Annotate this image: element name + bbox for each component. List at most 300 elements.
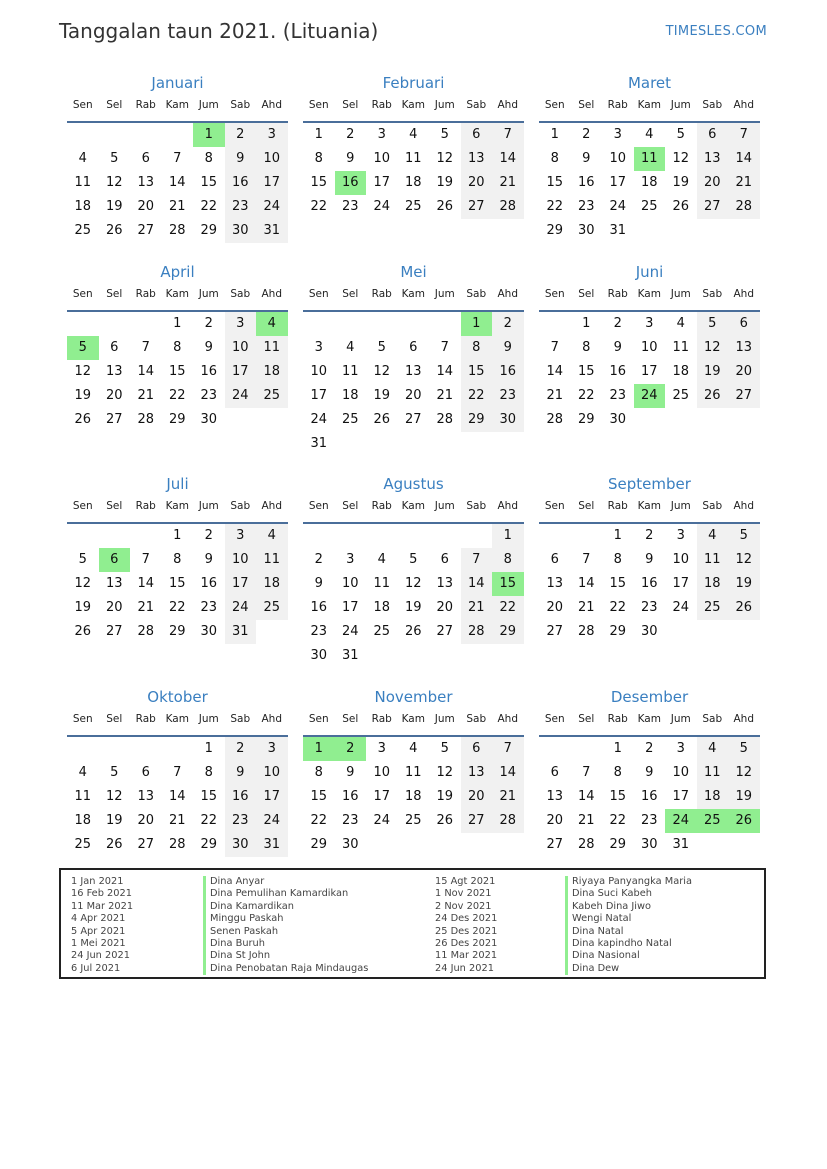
day-cell: 15	[609, 789, 627, 804]
day-cell: 18	[256, 360, 288, 384]
empty-cell	[461, 644, 493, 668]
day-cell: 12	[74, 576, 92, 591]
day-cell: 8	[314, 151, 323, 166]
weekday-label: Sen	[308, 500, 329, 512]
day-cell: 30	[341, 837, 359, 852]
day-cell: 13	[728, 336, 760, 360]
weekday-header	[303, 287, 524, 312]
day-cell: 6	[141, 151, 150, 166]
day-cell: 29	[546, 223, 564, 238]
day-cell: 15	[200, 789, 218, 804]
day-cell: 20	[137, 199, 155, 214]
day-cell: 11	[404, 765, 422, 780]
weekday-label: Sel	[578, 288, 595, 300]
empty-cell	[728, 833, 760, 857]
holiday-name: Riyaya Panyangka Maria	[565, 876, 692, 888]
day-grid	[539, 123, 760, 243]
day-cell: 23	[577, 199, 595, 214]
day-cell: 19	[672, 175, 690, 190]
day-cell: 21	[436, 388, 454, 403]
day-cell: 19	[74, 388, 92, 403]
empty-cell	[99, 312, 131, 336]
day-cell: 4	[697, 524, 729, 548]
day-cell: 31	[256, 219, 288, 243]
day-cell: 7	[141, 552, 150, 567]
day-cell: 17	[225, 360, 257, 384]
weekday-label: Rab	[135, 500, 156, 512]
day-cell: 2	[225, 737, 257, 761]
day-cell: 24	[256, 195, 288, 219]
day-cell: 21	[137, 388, 155, 403]
empty-cell	[571, 737, 603, 761]
weekday-label: Rab	[135, 713, 156, 725]
day-cell: 25	[404, 199, 422, 214]
day-cell: 2	[346, 127, 355, 142]
day-cell: 22	[492, 596, 524, 620]
day-cell: 22	[200, 199, 218, 214]
weekday-label: Ahd	[733, 99, 754, 111]
day-cell: 9	[225, 147, 257, 171]
empty-cell	[571, 524, 603, 548]
day-cell: 3	[314, 340, 323, 355]
day-cell: 14	[577, 789, 595, 804]
day-cell: 4	[78, 765, 87, 780]
weekday-label: Jum	[670, 288, 691, 300]
weekday-label: Sen	[308, 713, 329, 725]
day-cell: 30	[609, 412, 627, 427]
weekday-label: Sab	[702, 99, 723, 111]
day-cell: 26	[105, 223, 123, 238]
day-cell: 22	[200, 813, 218, 828]
day-cell: 5	[676, 127, 685, 142]
empty-cell	[492, 644, 524, 668]
day-cell: 12	[105, 175, 123, 190]
day-cell: 20	[404, 388, 422, 403]
day-grid	[539, 737, 760, 857]
empty-cell	[162, 737, 194, 761]
weekday-label: Sab	[466, 288, 487, 300]
day-cell: 12	[697, 336, 729, 360]
day-cell: 12	[728, 548, 760, 572]
day-cell: 7	[492, 123, 524, 147]
holiday-date: 11 Mar 2021	[435, 950, 498, 962]
empty-cell	[634, 408, 666, 432]
day-cell: 16	[335, 171, 367, 195]
day-cell: 9	[645, 552, 654, 567]
weekday-header	[67, 712, 288, 737]
holiday-name: Dina Suci Kabeh	[565, 888, 692, 900]
legend-dates-left	[71, 876, 133, 975]
day-cell: 15	[310, 789, 328, 804]
day-cell: 27	[404, 412, 422, 427]
day-cell: 6	[110, 340, 119, 355]
month-name: Mei	[400, 263, 427, 281]
empty-cell	[130, 123, 162, 147]
day-cell: 25	[74, 837, 92, 852]
weekday-label: Sel	[342, 713, 359, 725]
day-cell: 25	[341, 412, 359, 427]
weekday-header	[67, 287, 288, 312]
weekday-label: Sab	[466, 99, 487, 111]
empty-cell	[697, 833, 729, 857]
day-cell: 29	[168, 624, 186, 639]
empty-cell	[335, 312, 367, 336]
day-cell: 16	[200, 364, 218, 379]
weekday-label: Jum	[434, 500, 455, 512]
day-cell: 29	[609, 837, 627, 852]
month-maret	[539, 73, 760, 243]
day-cell: 23	[200, 388, 218, 403]
weekday-label: Ahd	[261, 713, 282, 725]
day-cell: 29	[492, 620, 524, 644]
weekday-label: Sen	[72, 99, 93, 111]
day-cell: 1	[173, 316, 182, 331]
day-cell: 5	[440, 741, 449, 756]
day-cell: 2	[613, 316, 622, 331]
day-cell: 9	[346, 151, 355, 166]
weekday-header	[539, 287, 760, 312]
day-cell: 19	[74, 600, 92, 615]
day-cell: 11	[697, 548, 729, 572]
day-cell: 9	[346, 765, 355, 780]
weekday-label: Ahd	[497, 500, 518, 512]
day-cell: 4	[346, 340, 355, 355]
day-cell: 20	[436, 600, 454, 615]
day-cell: 5	[78, 552, 87, 567]
month-oktober	[67, 687, 288, 857]
empty-cell	[398, 833, 430, 857]
day-cell: 13	[105, 576, 123, 591]
day-cell: 23	[310, 624, 328, 639]
day-cell: 24	[310, 412, 328, 427]
day-cell: 14	[168, 175, 186, 190]
day-cell: 27	[461, 195, 493, 219]
day-cell: 24	[634, 384, 666, 408]
weekday-label: Kam	[637, 288, 661, 300]
day-cell: 28	[728, 195, 760, 219]
weekday-label: Sab	[702, 500, 723, 512]
day-cell: 17	[672, 789, 690, 804]
day-cell: 18	[672, 364, 690, 379]
day-cell: 28	[461, 620, 493, 644]
day-cell: 25	[672, 388, 690, 403]
month-november	[303, 687, 524, 857]
day-cell: 22	[461, 384, 493, 408]
empty-cell	[461, 524, 493, 548]
empty-cell	[429, 524, 461, 548]
day-cell: 1	[314, 127, 323, 142]
day-cell: 16	[492, 360, 524, 384]
holiday-name: Dina Dew	[565, 963, 692, 975]
day-cell: 10	[609, 151, 627, 166]
day-cell: 25	[640, 199, 658, 214]
weekday-label: Rab	[371, 99, 392, 111]
day-cell: 21	[168, 199, 186, 214]
day-cell: 24	[672, 600, 690, 615]
day-cell: 28	[577, 624, 595, 639]
weekday-label: Sel	[342, 99, 359, 111]
day-cell: 19	[404, 600, 422, 615]
day-cell: 8	[492, 548, 524, 572]
day-cell: 12	[672, 151, 690, 166]
day-cell: 13	[137, 789, 155, 804]
weekday-label: Sen	[308, 99, 329, 111]
holiday-date: 25 Des 2021	[435, 925, 498, 937]
day-cell: 17	[310, 388, 328, 403]
weekday-label: Ahd	[733, 713, 754, 725]
day-cell: 23	[492, 384, 524, 408]
empty-cell	[303, 524, 335, 548]
day-cell: 27	[546, 624, 564, 639]
day-cell: 17	[256, 785, 288, 809]
weekday-label: Jum	[198, 713, 219, 725]
empty-cell	[99, 524, 131, 548]
day-cell: 3	[676, 528, 685, 543]
day-cell: 14	[492, 761, 524, 785]
day-cell: 20	[697, 171, 729, 195]
weekday-label: Jum	[198, 288, 219, 300]
empty-cell	[728, 620, 760, 644]
empty-cell	[67, 737, 99, 761]
day-cell: 17	[640, 364, 658, 379]
day-cell: 6	[550, 765, 559, 780]
day-cell: 19	[697, 360, 729, 384]
day-cell: 26	[672, 199, 690, 214]
legend-dates-right	[435, 876, 497, 975]
day-cell: 13	[436, 576, 454, 591]
day-cell: 14	[728, 147, 760, 171]
day-cell: 27	[728, 384, 760, 408]
day-cell: 11	[74, 789, 92, 804]
holiday-name: Senen Paskah	[203, 926, 368, 938]
day-cell: 9	[204, 340, 213, 355]
weekday-label: Kam	[637, 500, 661, 512]
day-cell: 17	[256, 171, 288, 195]
day-cell: 24	[373, 813, 391, 828]
day-cell: 26	[697, 384, 729, 408]
day-grid	[67, 737, 288, 857]
day-cell: 9	[492, 336, 524, 360]
weekday-label: Jum	[198, 500, 219, 512]
day-cell: 8	[204, 151, 213, 166]
month-juni	[539, 262, 760, 432]
day-cell: 13	[461, 761, 493, 785]
day-cell: 25	[697, 809, 729, 833]
empty-cell	[398, 312, 430, 336]
day-cell: 27	[546, 837, 564, 852]
day-cell: 21	[492, 785, 524, 809]
weekday-label: Rab	[371, 288, 392, 300]
empty-cell	[366, 644, 398, 668]
weekday-header	[303, 499, 524, 524]
day-cell: 29	[200, 837, 218, 852]
day-cell: 6	[99, 548, 131, 572]
day-cell: 16	[577, 175, 595, 190]
day-cell: 24	[341, 624, 359, 639]
empty-cell	[429, 432, 461, 456]
day-cell: 13	[461, 147, 493, 171]
day-cell: 10	[256, 761, 288, 785]
holiday-date: 1 Jan 2021	[71, 876, 124, 887]
day-cell: 1	[492, 524, 524, 548]
day-cell: 2	[492, 312, 524, 336]
holiday-date: 24 Jun 2021	[71, 950, 130, 962]
site-brand-link[interactable]: TIMESLES.COM	[665, 24, 767, 39]
weekday-label: Kam	[165, 288, 189, 300]
month-september	[539, 474, 760, 644]
day-cell: 4	[645, 127, 654, 142]
day-cell: 5	[67, 336, 99, 360]
day-cell: 29	[168, 412, 186, 427]
weekday-label: Sen	[308, 288, 329, 300]
empty-cell	[225, 408, 257, 432]
empty-cell	[99, 123, 131, 147]
day-cell: 2	[225, 123, 257, 147]
day-cell: 10	[310, 364, 328, 379]
holiday-date: 6 Jul 2021	[71, 962, 121, 974]
day-cell: 12	[436, 151, 454, 166]
day-cell: 19	[436, 789, 454, 804]
weekday-label: Ahd	[497, 713, 518, 725]
empty-cell	[67, 524, 99, 548]
weekday-label: Sel	[342, 500, 359, 512]
day-cell: 27	[697, 195, 729, 219]
day-cell: 18	[74, 813, 92, 828]
month-desember	[539, 687, 760, 857]
day-cell: 7	[440, 340, 449, 355]
day-cell: 12	[728, 761, 760, 785]
day-cell: 5	[440, 127, 449, 142]
weekday-label: Sen	[544, 99, 565, 111]
day-cell: 4	[697, 737, 729, 761]
weekday-label: Rab	[371, 713, 392, 725]
day-cell: 19	[728, 572, 760, 596]
day-grid	[539, 524, 760, 644]
holiday-name: Dina Nasional	[565, 950, 692, 962]
legend-names-left	[203, 876, 368, 975]
day-cell: 1	[550, 127, 559, 142]
day-cell: 20	[728, 360, 760, 384]
day-cell: 25	[373, 624, 391, 639]
day-cell: 26	[373, 412, 391, 427]
day-cell: 4	[409, 741, 418, 756]
day-cell: 6	[461, 123, 493, 147]
day-cell: 27	[461, 809, 493, 833]
empty-cell	[665, 408, 697, 432]
day-cell: 28	[168, 837, 186, 852]
day-cell: 12	[74, 364, 92, 379]
day-cell: 15	[609, 576, 627, 591]
day-cell: 29	[609, 624, 627, 639]
day-cell: 30	[225, 219, 257, 243]
day-cell: 6	[409, 340, 418, 355]
weekday-label: Sen	[72, 713, 93, 725]
day-cell: 5	[728, 737, 760, 761]
day-cell: 21	[577, 813, 595, 828]
weekday-label: Kam	[165, 500, 189, 512]
day-cell: 9	[314, 576, 323, 591]
empty-cell	[461, 833, 493, 857]
day-cell: 11	[634, 147, 666, 171]
day-cell: 30	[225, 833, 257, 857]
day-cell: 11	[74, 175, 92, 190]
day-cell: 23	[225, 195, 257, 219]
month-juli	[67, 474, 288, 644]
day-cell: 17	[373, 175, 391, 190]
day-cell: 11	[256, 336, 288, 360]
day-cell: 22	[577, 388, 595, 403]
empty-cell	[67, 312, 99, 336]
day-cell: 18	[404, 789, 422, 804]
day-cell: 30	[310, 648, 328, 663]
day-cell: 23	[640, 600, 658, 615]
day-cell: 21	[728, 171, 760, 195]
day-cell: 4	[676, 316, 685, 331]
empty-cell	[130, 524, 162, 548]
day-cell: 28	[137, 624, 155, 639]
day-cell: 17	[341, 600, 359, 615]
day-cell: 19	[373, 388, 391, 403]
day-cell: 18	[373, 600, 391, 615]
day-grid	[67, 312, 288, 432]
weekday-label: Sel	[106, 713, 123, 725]
day-cell: 20	[461, 171, 493, 195]
empty-cell	[366, 833, 398, 857]
day-cell: 10	[373, 765, 391, 780]
day-cell: 14	[137, 576, 155, 591]
day-cell: 6	[550, 552, 559, 567]
empty-cell	[634, 219, 666, 243]
holiday-name: Dina Penobatan Raja Mindaugas	[203, 963, 368, 975]
day-cell: 14	[492, 147, 524, 171]
day-cell: 18	[256, 572, 288, 596]
day-grid	[303, 524, 524, 668]
day-cell: 10	[225, 548, 257, 572]
weekday-label: Sel	[578, 713, 595, 725]
day-cell: 15	[461, 360, 493, 384]
day-cell: 30	[640, 837, 658, 852]
weekday-label: Sab	[702, 288, 723, 300]
empty-cell	[335, 524, 367, 548]
weekday-label: Sen	[544, 288, 565, 300]
weekday-header	[539, 499, 760, 524]
day-cell: 25	[256, 384, 288, 408]
day-cell: 30	[492, 408, 524, 432]
weekday-header	[67, 499, 288, 524]
day-cell: 3	[613, 127, 622, 142]
day-cell: 18	[697, 785, 729, 809]
day-grid	[303, 312, 524, 456]
day-cell: 6	[728, 312, 760, 336]
empty-cell	[697, 408, 729, 432]
legend-names-right	[565, 876, 692, 975]
weekday-label: Rab	[135, 288, 156, 300]
day-cell: 24	[225, 596, 257, 620]
day-cell: 22	[609, 600, 627, 615]
day-cell: 3	[377, 127, 386, 142]
day-cell: 7	[492, 737, 524, 761]
day-cell: 16	[341, 789, 359, 804]
day-cell: 1	[582, 316, 591, 331]
holiday-name: Dina Anyar	[203, 876, 368, 888]
weekday-label: Jum	[670, 99, 691, 111]
day-cell: 28	[168, 223, 186, 238]
day-cell: 24	[609, 199, 627, 214]
day-grid	[303, 737, 524, 857]
day-cell: 7	[582, 765, 591, 780]
day-cell: 31	[672, 837, 690, 852]
weekday-label: Sab	[466, 713, 487, 725]
